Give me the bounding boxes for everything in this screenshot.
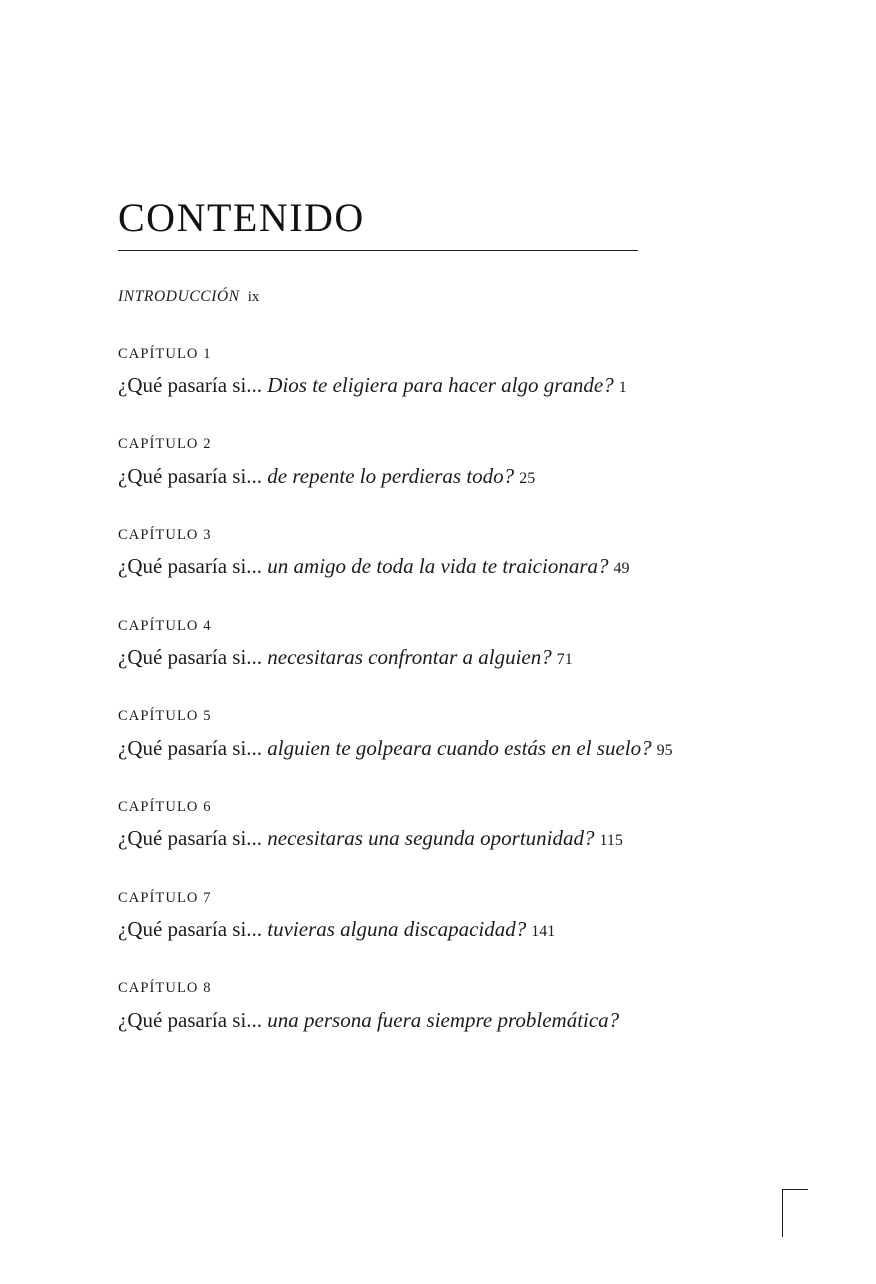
chapter-title-rest: alguien te golpeara cuando estás en el suelo? xyxy=(267,735,652,760)
chapter-page-number: 49 xyxy=(613,560,630,578)
crop-mark-horizontal xyxy=(782,1189,808,1190)
chapter-title-rest: tuvieras alguna discapacidad? xyxy=(267,917,527,942)
chapter-title-stem: ¿Qué pasaría si... xyxy=(118,554,263,579)
chapter-page-number: 115 xyxy=(599,832,623,850)
toc-entry xyxy=(118,436,758,489)
toc-entry xyxy=(118,708,758,761)
chapter-title-stem: ¿Qué pasaría si... xyxy=(118,1007,263,1032)
chapter-label: CAPÍTULO 7 xyxy=(118,889,212,906)
chapter-page-number: 95 xyxy=(656,741,673,759)
chapter-title-rest: necesitaras confrontar a alguien? xyxy=(267,645,552,670)
table-of-contents xyxy=(118,196,758,1033)
crop-mark-vertical xyxy=(782,1189,783,1237)
chapter-label: CAPÍTULO 3 xyxy=(118,527,212,544)
chapter-title-stem: ¿Qué pasaría si... xyxy=(118,735,263,760)
intro-label: INTRODUCCIÓN xyxy=(118,288,240,305)
toc-entry xyxy=(118,346,758,399)
chapter-label: CAPÍTULO 6 xyxy=(118,799,212,815)
toc-entry xyxy=(118,618,758,671)
chapter-title-line xyxy=(118,1007,758,1033)
chapter-label: CAPÍTULO 4 xyxy=(118,617,212,634)
chapter-page-number: 141 xyxy=(531,923,556,941)
toc-entry xyxy=(118,527,758,580)
chapter-title-line xyxy=(118,735,758,761)
chapter-title-line xyxy=(118,553,758,579)
chapter-title-line xyxy=(118,372,758,398)
chapter-title-stem: ¿Qué pasaría si... xyxy=(118,645,263,670)
title-divider xyxy=(118,250,638,251)
intro-page-number: ix xyxy=(247,289,260,305)
chapter-page-number: 1 xyxy=(618,379,627,397)
chapter-page-number: 71 xyxy=(556,651,573,669)
toc-entry xyxy=(118,890,758,943)
chapter-title-stem: ¿Qué pasaría si... xyxy=(118,917,263,942)
chapter-label: CAPÍTULO 5 xyxy=(118,708,212,725)
chapter-title-rest: de repente lo perdieras todo? xyxy=(267,463,515,488)
chapter-title-line xyxy=(118,463,758,489)
toc-entry xyxy=(118,799,758,852)
chapter-label: CAPÍTULO 8 xyxy=(118,980,212,997)
page-title: CONTENIDO xyxy=(118,195,365,240)
chapter-title-stem: ¿Qué pasaría si... xyxy=(118,373,263,398)
chapter-label: CAPÍTULO 1 xyxy=(118,345,212,362)
chapter-label: CAPÍTULO 2 xyxy=(118,436,212,453)
chapter-title-rest: una persona fuera siempre problemática? xyxy=(267,1007,620,1032)
toc-entry xyxy=(118,980,758,1033)
chapter-title-stem: ¿Qué pasaría si... xyxy=(118,826,263,851)
chapter-page-number: 25 xyxy=(519,469,536,487)
chapter-title-stem: ¿Qué pasaría si... xyxy=(118,463,263,488)
chapter-title-rest: un amigo de toda la vida te traicionara? xyxy=(267,554,609,579)
chapter-title-line xyxy=(118,825,758,851)
chapter-title-rest: Dios te eligiera para hacer algo grande? xyxy=(267,373,614,398)
toc-intro-entry xyxy=(118,287,758,308)
chapter-title-line xyxy=(118,644,758,670)
chapter-title-rest: necesitaras una segunda oportunidad? xyxy=(267,826,595,851)
chapter-title-line xyxy=(118,916,758,942)
